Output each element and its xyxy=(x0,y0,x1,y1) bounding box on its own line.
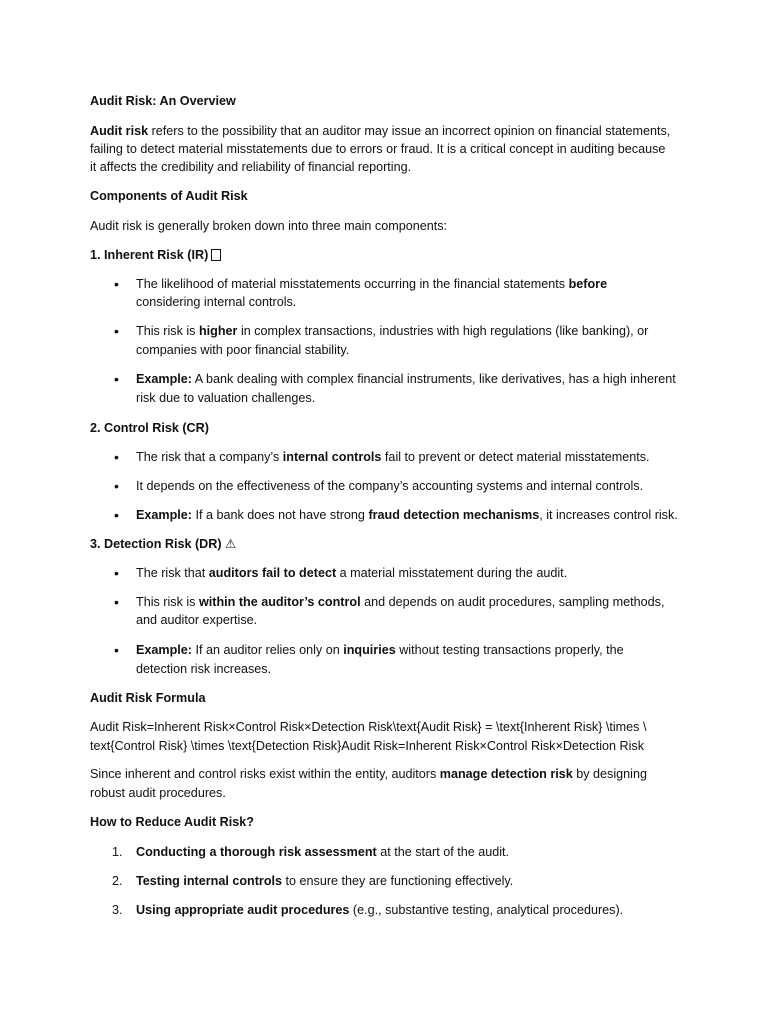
inherent-bullet-3-line-2: risk due to valuation challenges. xyxy=(136,391,316,405)
list-number: 3. xyxy=(112,903,123,917)
control-bullet-1: The risk that a company’s internal controls fail to prevent or detect material misstatements. xyxy=(136,450,650,464)
intro-line-2: failing to detect material misstatements due to errors or fraud. It is a critical concept in auditing because xyxy=(90,142,666,156)
bullet-icon: • xyxy=(114,449,119,465)
components-intro: Audit risk is generally broken down into three main components: xyxy=(90,219,448,233)
formula-note-line-1: Since inherent and control risks exist within the entity, auditors manage detection risk by designing xyxy=(90,767,647,781)
bullet-icon: • xyxy=(114,594,119,610)
bullet-icon: • xyxy=(114,371,119,387)
bullet-icon: • xyxy=(114,565,119,581)
document-title: Audit Risk: An Overview xyxy=(90,94,236,108)
formula-heading: Audit Risk Formula xyxy=(90,691,206,705)
bullet-icon: • xyxy=(114,478,119,494)
detection-bullet-2-line-1: This risk is within the auditor’s control and depends on audit procedures, sampling methods, xyxy=(136,595,665,609)
formula-note-line-2: robust audit procedures. xyxy=(90,786,226,800)
detection-bullet-2-line-2: and auditor expertise. xyxy=(136,613,258,627)
detection-risk-heading: 3. Detection Risk (DR) ⚠ xyxy=(90,537,237,551)
control-bullet-2: It depends on the effectiveness of the company’s accounting systems and internal controls. xyxy=(136,479,644,493)
reduce-heading: How to Reduce Audit Risk? xyxy=(90,815,254,829)
reduce-item-3: Using appropriate audit procedures (e.g., substantive testing, analytical procedures). xyxy=(136,903,624,917)
detection-bullet-3-line-2: detection risk increases. xyxy=(136,662,272,676)
inherent-bullet-2-line-1: This risk is higher in complex transactions, industries with high regulations (like banking), or xyxy=(136,324,649,338)
bullet-icon: • xyxy=(114,507,119,523)
list-number: 1. xyxy=(112,845,123,859)
inherent-bullet-3-line-1: Example: A bank dealing with complex financial instruments, like derivatives, has a high inherent xyxy=(136,372,676,386)
reduce-item-1: Conducting a thorough risk assessment at the start of the audit. xyxy=(136,845,510,859)
bullet-icon: • xyxy=(114,642,119,658)
bullet-icon: • xyxy=(114,276,119,292)
components-heading: Components of Audit Risk xyxy=(90,189,248,203)
intro-line-1: Audit risk refers to the possibility that an auditor may issue an incorrect opinion on financial statements, xyxy=(90,124,671,138)
list-number: 2. xyxy=(112,874,123,888)
missing-glyph-icon xyxy=(211,249,221,261)
control-bullet-3: Example: If a bank does not have strong fraud detection mechanisms, it increases control risk. xyxy=(136,508,678,522)
inherent-bullet-2-line-2: companies with poor financial stability. xyxy=(136,343,350,357)
formula-line-2: text{Control Risk} \times \text{Detection Risk}Audit Risk=Inherent Risk×Control Risk×Detection Risk xyxy=(90,739,645,753)
inherent-risk-heading: 1. Inherent Risk (IR) xyxy=(90,246,221,265)
inherent-bullet-1-line-2: considering internal controls. xyxy=(136,295,297,309)
bullet-icon: • xyxy=(114,323,119,339)
formula-line-1: Audit Risk=Inherent Risk×Control Risk×Detection Risk\text{Audit Risk} = \text{Inherent Risk} \times \ xyxy=(90,720,647,734)
control-risk-heading: 2. Control Risk (CR) xyxy=(90,421,209,435)
detection-bullet-3-line-1: Example: If an auditor relies only on inquiries without testing transactions properly, the xyxy=(136,643,624,657)
detection-bullet-1: The risk that auditors fail to detect a material misstatement during the audit. xyxy=(136,566,568,580)
inherent-bullet-1-line-1: The likelihood of material misstatements occurring in the financial statements before xyxy=(136,277,608,291)
intro-line-3: it affects the credibility and reliability of financial reporting. xyxy=(90,160,412,174)
reduce-item-2: Testing internal controls to ensure they are functioning effectively. xyxy=(136,874,514,888)
